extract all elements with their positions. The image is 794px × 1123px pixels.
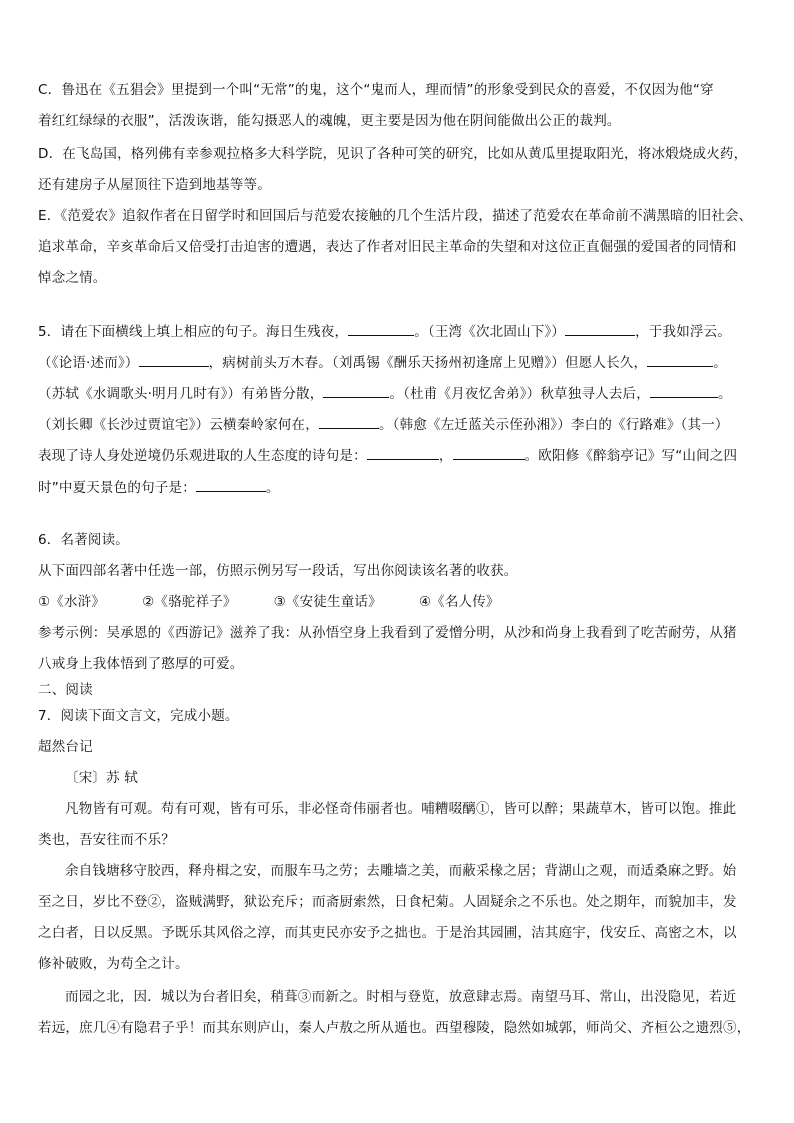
q6-title: 6．名著阅读。 bbox=[38, 532, 129, 548]
para3-line2: 若远，庶几④有隐君子乎！而其东则庐山，秦人卢敖之所从遁也。西望穆陵，隐然如城郭，师尚父、齐桓公之遗烈⑤， bbox=[38, 1020, 751, 1036]
answer-blank[interactable] bbox=[647, 352, 713, 367]
option-e-line2: 追求革命，辛亥革命后又倍受打击迫害的遭遇，表达了作者对旧民主革命的失望和对这位正直倔强的爱国者的同情和 bbox=[38, 239, 737, 255]
option-c-line1: C．鲁迅在《五猖会》里提到一个叫“无常”的鬼，这个“鬼而人，理而情”的形象受到民众的喜爱，不仅因为他“穿 bbox=[38, 82, 714, 98]
para2-line1: 余自钱塘移守胶西，释舟楫之安，而服车马之劳；去雕墙之美，而蔽采椽之居；背湖山之观，而适桑麻之野。始 bbox=[65, 863, 737, 879]
q6-instruction: 从下面四部名著中任选一部，仿照示例另写一段话，写出你阅读该名著的收获。 bbox=[38, 563, 518, 579]
section-heading: 二、阅读 bbox=[38, 682, 93, 698]
q6-example-line1: 参考示例：吴承恩的《西游记》滋养了我：从孙悟空身上我看到了爱憎分明，从沙和尚身上我看到了吃苦耐劳，从猪 bbox=[38, 625, 737, 641]
text-title: 超然台记 bbox=[38, 739, 93, 755]
q5-line2: （《论语·述而》） ，病树前头万木春。（刘禹锡《酬乐天扬州初逢席上见赠》）但愿人长久， 。 bbox=[38, 352, 760, 373]
answer-blank[interactable] bbox=[139, 352, 209, 367]
q5-line5: 表现了诗人身处逆境仍乐观进取的人生态度的诗句是： ， 。欧阳修《醉翁亭记》写“山间之四 bbox=[38, 445, 760, 466]
answer-blank[interactable] bbox=[196, 477, 266, 492]
option-e-line1: E．《范爱农》追叙作者在日留学时和回国后与范爱农接触的几个生活片段，描述了范爱农在革命前不满黑暗的旧社会、 bbox=[38, 208, 753, 224]
option-d-line2: 还有建房子从屋顶往下造到地基等等。 bbox=[38, 177, 271, 193]
option-1: ①《水浒》 bbox=[38, 594, 106, 610]
answer-blank[interactable] bbox=[319, 414, 379, 429]
para2-line4: 修补破败，为苟全之计。 bbox=[38, 956, 189, 972]
q5-line4: （刘长卿《长沙过贾谊宅》）云横秦岭家何在， 。（韩愈《左迁蓝关示侄孙湘》）李白的《行路难》（其一） bbox=[38, 414, 760, 435]
para3-line1: 而园之北，因．城以为台者旧矣，稍葺③而新之。时相与登览，放意肆志焉。南望马耳、常山，出没隐见，若近 bbox=[65, 989, 737, 1005]
para2-line2: 至之日，岁比不登②，盗贼满野，狱讼充斥；而斋厨索然，日食杞菊。人固疑余之不乐也。处之期年，而貌加丰，发 bbox=[38, 894, 737, 910]
q5-line6: 时”中夏天景色的句子是： 。 bbox=[38, 477, 760, 498]
answer-blank[interactable] bbox=[323, 383, 389, 398]
option-4: ④《名人传》 bbox=[418, 594, 500, 610]
text-author: 〔宋〕苏 轼 bbox=[65, 770, 138, 786]
answer-blank[interactable] bbox=[367, 445, 439, 460]
q6-options bbox=[38, 592, 760, 612]
option-2: ②《骆驼祥子》 bbox=[142, 594, 237, 610]
answer-blank[interactable] bbox=[650, 383, 718, 398]
q6-example-line2: 八戒身上我体悟到了憨厚的可爱。 bbox=[38, 656, 244, 672]
option-d-line1: D．在飞岛国，格列佛有幸参观拉格多大科学院，见识了各种可笑的研究，比如从黄瓜里提取阳光，将冰煅烧成火药， bbox=[38, 146, 748, 162]
q5-line1: 5．请在下面横线上填上相应的句子。海日生残夜， 。（王湾《次北固山下》） ，于我如浮云。 bbox=[38, 321, 760, 342]
q7-title: 7．阅读下面文言文，完成小题。 bbox=[38, 708, 239, 724]
answer-blank[interactable] bbox=[348, 321, 414, 336]
option-c-line2: 着红红绿绿的衣服”，活泼诙谐，能勾摄恶人的魂魄，更主要是因为他在阴间能做出公正的裁判。 bbox=[38, 113, 621, 129]
q5-line3: （苏轼《水调歌头·明月几时有》）有弟皆分散， 。（杜甫《月夜忆舍弟》）秋草独寻人去后， 。 bbox=[38, 383, 760, 404]
para2-line3: 之白者，日以反黑。予既乐其风俗之淳，而其吏民亦安予之拙也。于是治其园圃，洁其庭宇，伐安丘、高密之木，以 bbox=[38, 925, 737, 941]
para1-line1: 凡物皆有可观。苟有可观，皆有可乐，非必怪奇伟丽者也。哺糟啜醨①，皆可以醉；果蔬草木，皆可以饱。推此 bbox=[65, 801, 737, 817]
answer-blank[interactable] bbox=[565, 321, 635, 336]
para1-line2: 类也，吾安往而不乐？ bbox=[38, 832, 175, 848]
answer-blank[interactable] bbox=[453, 445, 525, 460]
option-3: ③《安徒生童话》 bbox=[273, 594, 382, 610]
option-e-line3: 悼念之情。 bbox=[38, 270, 107, 286]
